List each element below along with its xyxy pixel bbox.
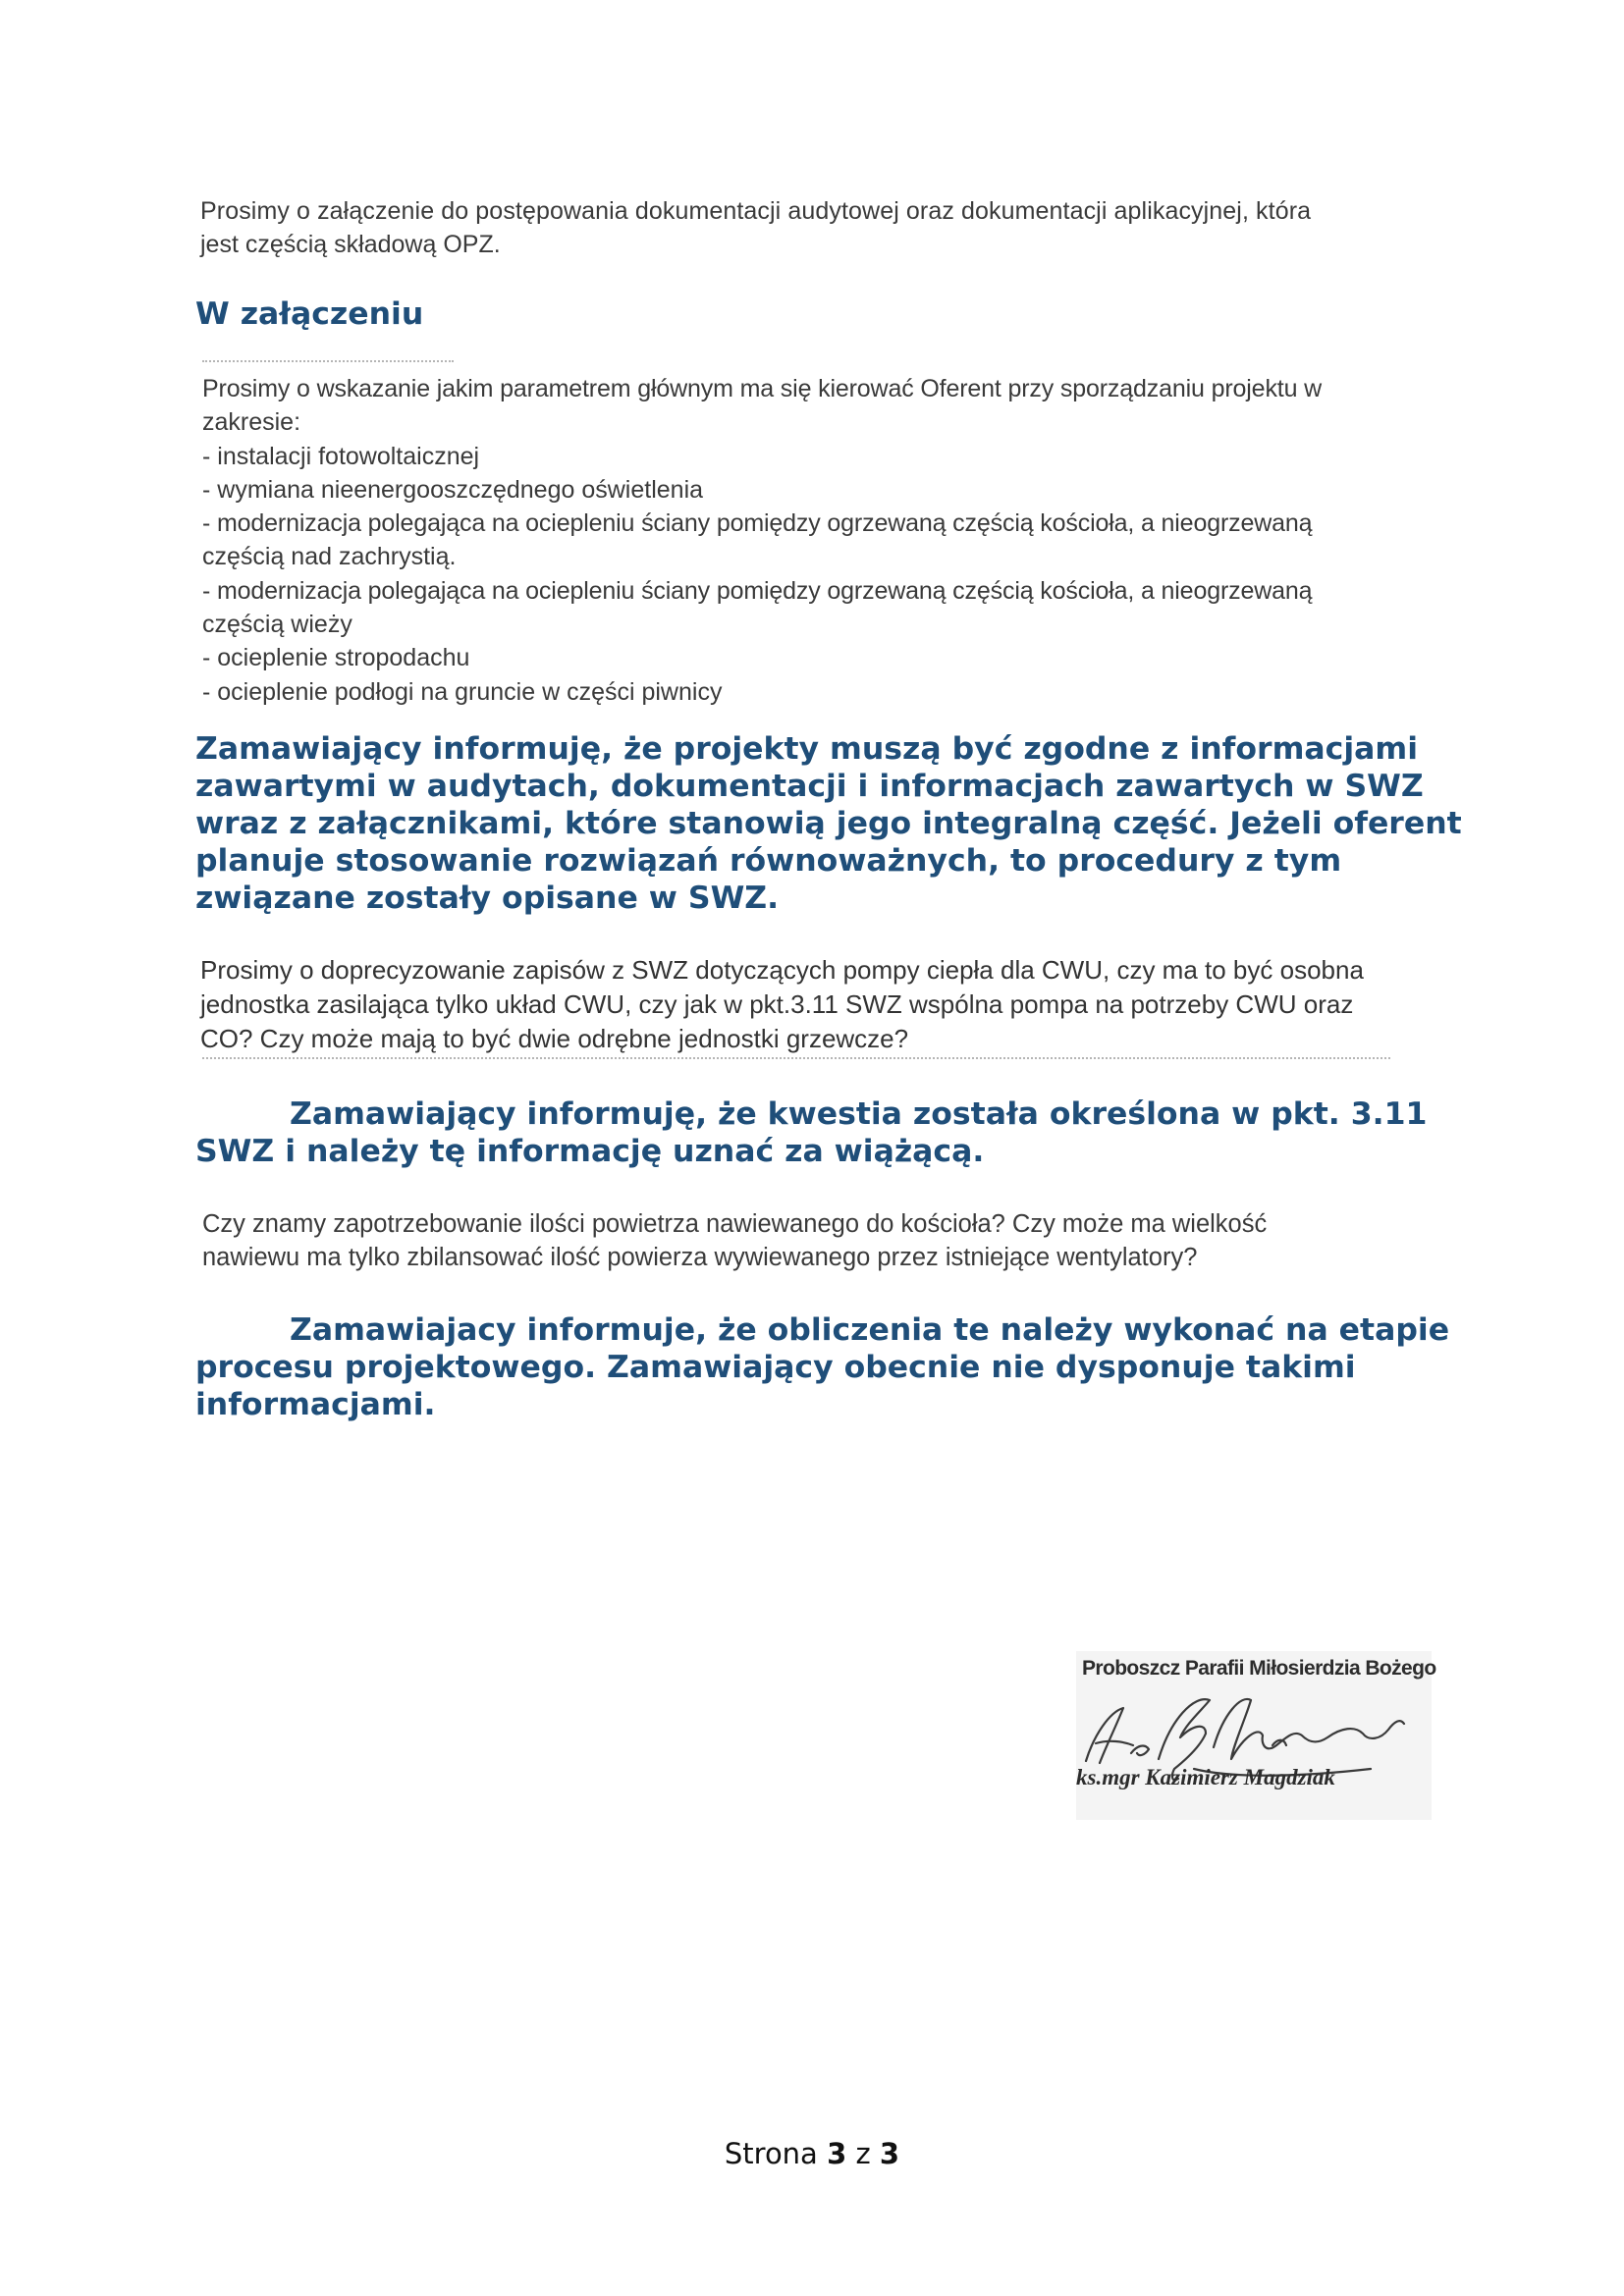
question-2-line-3: - instalacji fotowoltaicznej [202, 442, 480, 470]
question-3 [200, 953, 1496, 1056]
scan-cut-edge [202, 360, 454, 366]
question-2-line-4: - wymiana nieenergooszczędnego oświetlenia [202, 475, 704, 504]
answer-3 [195, 1095, 1427, 1170]
answer-3-line-1-wrap [195, 1095, 1427, 1133]
question-2-line-7: - modernizacja polegająca na ociepleniu ściany pomiędzy ogrzewaną częścią kościoła, a nieogrzewaną [202, 576, 1313, 605]
footer-prefix: Strona [724, 2137, 818, 2170]
signature-stamp [1076, 1651, 1436, 1820]
question-4 [202, 1207, 1430, 1274]
question-2-line-6: częścią nad zachrystią. [202, 543, 457, 571]
question-3-line-2: jednostka zasilająca tylko układ CWU, czy jak w pkt.3.11 SWZ wspólna pompa na potrzeby CWU oraz [200, 989, 1354, 1019]
question-2-line-10: - ocieplenie podłogi na gruncie w części piwnicy [202, 677, 723, 706]
question-1-line-1: Prosimy o załączenie do postępowania dokumentacji audytowej oraz dokumentacji aplikacyjnej, która [200, 197, 1312, 225]
page-footer [0, 2137, 1624, 2170]
answer-4-line-2: procesu projektowego. Zamawiający obecnie nie dysponuje takimi [195, 1350, 1356, 1385]
question-2-line-1: Prosimy o wskazanie jakim parametrem głównym ma się kierować Oferent przy sporządzaniu projektu w [202, 375, 1323, 402]
answer-2-line-4: planuje stosowanie rozwiązań równoważnych, to procedury z tym [195, 843, 1342, 879]
answer-4-line-3: informacjami. [195, 1387, 436, 1422]
question-1 [200, 194, 1477, 261]
handwritten-signature [1076, 1651, 1432, 1820]
question-2-line-2: zakresie: [202, 408, 301, 437]
answer-4-line-1: Zamawiajacy informuje, że obliczenia te należy wykonać na etapie [290, 1312, 1450, 1348]
scan-cut-edge-2 [202, 1057, 1390, 1063]
answer-3-line-2: SWZ i należy tę informację uznać za wiążącą. [195, 1134, 985, 1169]
answer-3-line-1: Zamawiający informuję, że kwestia została określona w pkt. 3.11 [290, 1096, 1428, 1132]
answer-2-line-3: wraz z załącznikami, które stanowią jego integralną część. Jeżeli oferent [195, 806, 1462, 841]
question-3-line-3: CO? Czy może mają to być dwie odrębne jednostki grzewcze? [200, 1024, 909, 1053]
answer-4-line-1-wrap [195, 1311, 1449, 1349]
answer-2 [195, 730, 1462, 917]
answer-2-line-2: zawartymi w audytach, dokumentacji i informacjach zawartych w SWZ [195, 769, 1424, 804]
question-3-line-1: Prosimy o doprecyzowanie zapisów z SWZ dotyczących pompy ciepła dla CWU, czy ma to być osobna [200, 955, 1364, 985]
footer-total-pages: 3 [879, 2137, 900, 2170]
answer-1 [195, 295, 423, 333]
footer-current-page: 3 [827, 2137, 847, 2170]
question-2-line-8: częścią wieży [202, 611, 352, 639]
question-2 [202, 372, 1479, 709]
question-2-line-9: - ocieplenie stropodachu [202, 644, 470, 672]
answer-4 [195, 1311, 1449, 1423]
answer-2-line-1: Zamawiający informuję, że projekty muszą być zgodne z informacjami [195, 731, 1418, 767]
answer-2-line-5: związane zostały opisane w SWZ. [195, 881, 780, 916]
question-2-line-5: - modernizacja polegająca na ociepleniu ściany pomiędzy ogrzewaną częścią kościoła, a nieogrzewaną [202, 509, 1313, 538]
question-4-line-1: Czy znamy zapotrzebowanie ilości powietrza nawiewanego do kościoła? Czy może ma wielkość [202, 1210, 1268, 1238]
question-4-line-2: nawiewu ma tylko zbilansować ilość powierza wywiewanego przez istniejące wentylatory? [202, 1244, 1198, 1271]
question-1-line-2: jest częścią składową OPZ. [200, 231, 501, 258]
stamp-title: Proboszcz Parafii Miłosierdzia Bożego [1082, 1657, 1436, 1680]
answer-1-text: W załączeniu [195, 296, 424, 332]
footer-separator: z [855, 2137, 871, 2170]
stamp-name: ks.mgr Kazimierz Magdziak [1076, 1765, 1335, 1789]
